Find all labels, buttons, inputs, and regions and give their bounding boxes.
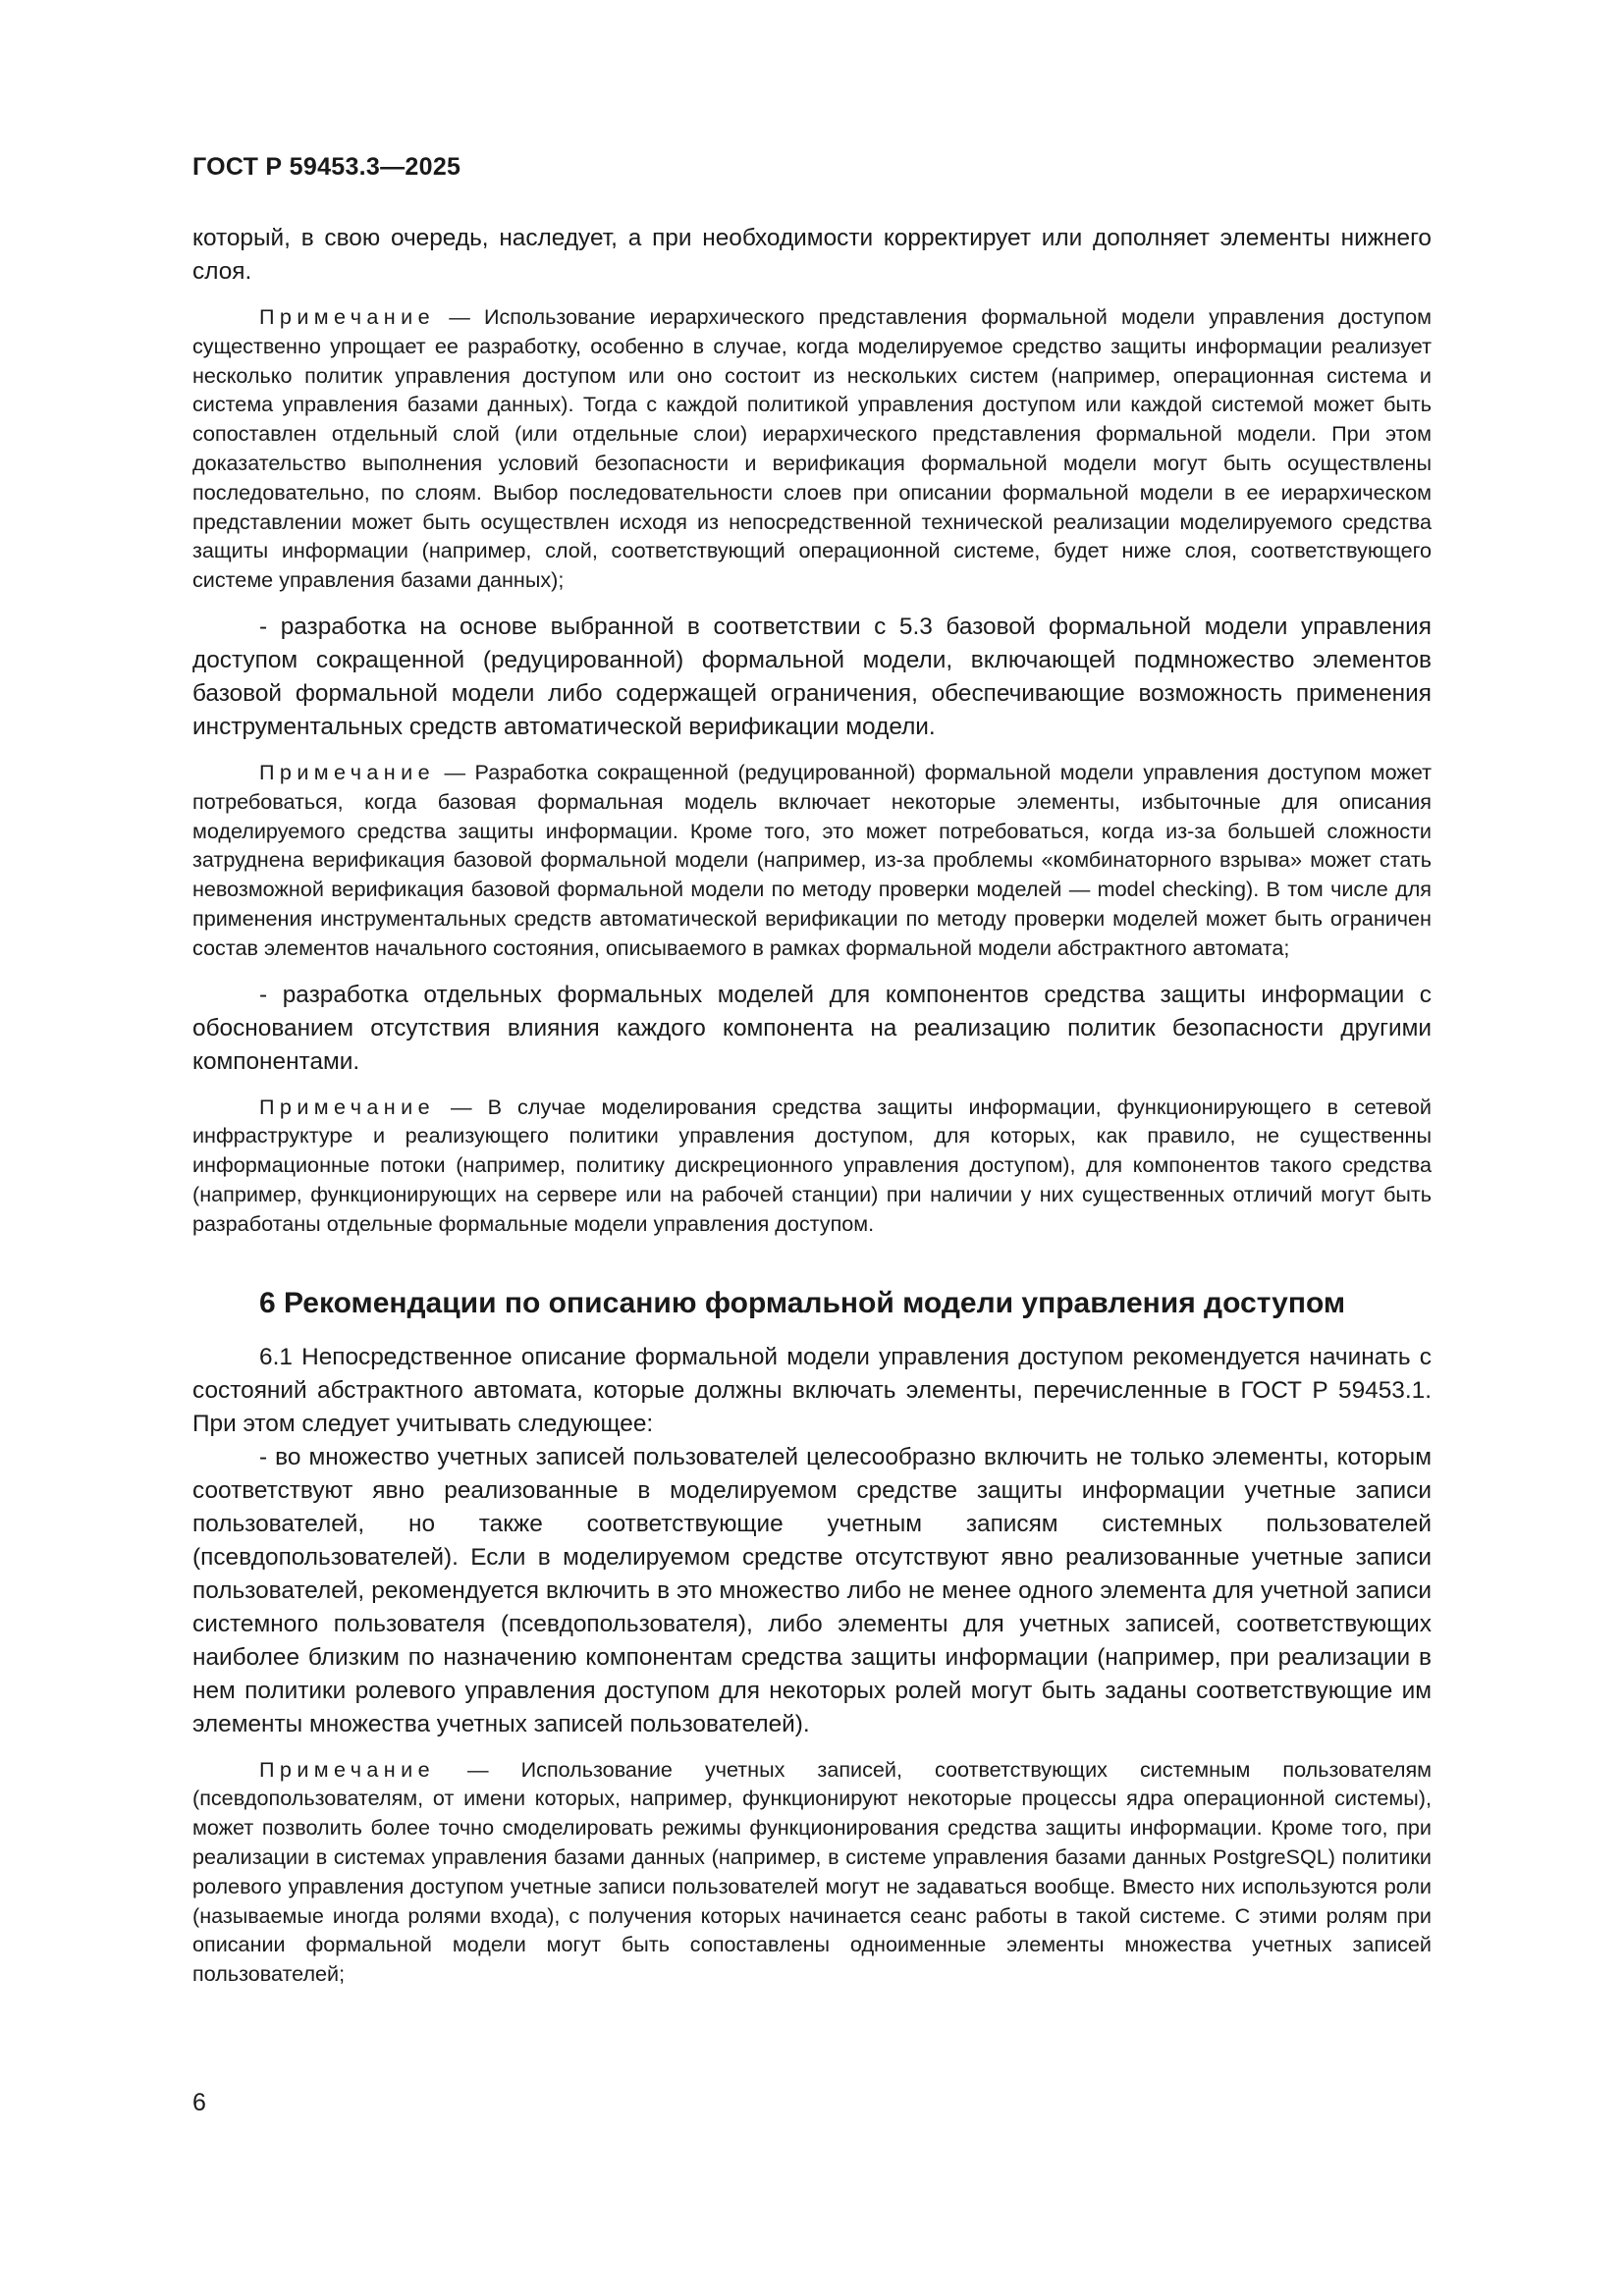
paragraph-continuation: который, в свою очередь, наследует, а при необходимости корректирует или дополняет элементы нижнего слоя.: [192, 225, 1432, 285]
note-system-users: [192, 1755, 1432, 1989]
note-label: Примечание: [259, 1094, 435, 1119]
note-hierarchical: [192, 302, 1432, 595]
note-reduced-model: [192, 758, 1432, 963]
document-body: [192, 222, 1432, 2004]
note-text: — Разработка сокращенной (редуцированной) формальной модели управления доступом может потребоваться, когда базовая формальная модель включает некоторые элементы, избыточные для описания моделируемого средства защиты информации. Кроме того, это может потребоваться, когда из-за большей сложности затруднена верификация базовой формальной модели (например, из-за проблемы «комбинаторного взрыва» может стать невозможной верификация базовой формальной модели по методу проверки моделей — model checking). В том числе для применения инструментальных средств автоматической верификации по методу проверки моделей может быть ограничен состав элементов начального состояния, описываемого в рамках формальной модели абстрактного автомата;: [192, 759, 1432, 960]
note-text: — Использование учетных записей, соответствующих системным пользователям (псевдопользователям, от имени которых, например, функционируют некоторые процессы ядра операционной системы), может позволить более точно смоделировать режимы функционирования средства защиты информации. Кроме того, при реализации в системах управления базами данных (например, в системе управления базами данных PostgreSQL) политики ролевого управления доступом учетные записи пользователей могут не задаваться вообще. Вместо них используются роли (называемые иногда ролями входа), с получения которых начинается сеанс работы в такой системе. С этими ролям при описании формальной модели могут быть сопоставлены одноименные элементы множества учетных записей пользователей;: [192, 1756, 1432, 1987]
paragraph-6-1: 6.1 Непосредственное описание формальной модели управления доступом рекомендуется начинать с состояний абстрактного автомата, которые должны включать элементы, перечисленные в ГОСТ Р 59453.1. При этом следует учитывать следующее:: [192, 1343, 1432, 1437]
note-label: Примечание: [259, 304, 435, 329]
list-item-component-models: - разработка отдельных формальных моделей для компонентов средства защиты информации с обоснованием отсутствия влияния каждого компонента на реализацию политик безопасности другими компонентами.: [192, 981, 1432, 1075]
page-number: 6: [192, 2089, 206, 2116]
note-text: — В случае моделирования средства защиты информации, функционирующего в сетевой инфраструктуре и реализующего политики управления доступом, для которых, как правило, не существенны информационные потоки (например, политику дискреционного управления доступом), для компонентов такого средства (например, функционирующих на сервере или на рабочей станции) при наличии у них существенных отличий могут быть разработаны отдельные формальные модели управления доступом.: [192, 1094, 1432, 1236]
note-text: — Использование иерархического представления формальной модели управления доступом существенно упрощает ее разработку, особенно в случае, когда моделируемое средство защиты информации реализует несколько политик управления доступом или оно состоит из нескольких систем (например, операционная система и система управления базами данных). Тогда с каждой политикой управления доступом или каждой системой может быть сопоставлен отдельный слой (или отдельные слои) иерархического представления формальной модели. При этом доказательство выполнения условий безопасности и верификация формальной модели могут быть осуществлены последовательно, по слоям. Выбор последовательности слоев при описании формальной модели в ее иерархическом представлении может быть осуществлен исходя из непосредственной технической реализации моделируемого средства защиты информации (например, слой, соответствующий операционной системе, будет ниже слоя, соответствующего системе управления базами данных);: [192, 304, 1432, 593]
list-item-user-accounts: - во множество учетных записей пользователей целесообразно включить не только элементы, которым соответствуют явно реализованные в моделируемом средстве защиты информации учетные записи пользователей, но также соответствующие учетным записям системных пользователей (псевдопользователей). Если в моделируемом средстве отсутствуют явно реализованные учетные записи пользователей, рекомендуется включить в это множество либо не менее одного элемента для учетной записи системного пользователя (псевдопользователя), либо элементы для учетных записей, соответствующих наиболее близким по назначению компонентам средства защиты информации (например, при реализации в нем политики ролевого управления доступом для некоторых ролей могут быть заданы соответствующие им элементы множества учетных записей пользователей).: [192, 1443, 1432, 1737]
note-network-infrastructure: [192, 1093, 1432, 1239]
note-label: Примечание: [259, 1756, 435, 1782]
section-heading: 6 Рекомендации по описанию формальной модели управления доступом: [259, 1286, 1346, 1319]
document-header: ГОСТ Р 59453.3—2025: [192, 153, 461, 181]
note-label: Примечание: [259, 759, 435, 784]
list-item-reduced-model: - разработка на основе выбранной в соответствии с 5.3 базовой формальной модели управления доступом сокращенной (редуцированной) формальной модели, включающей подмножество элементов базовой формальной модели либо содержащей ограничения, обеспечивающие возможность применения инструментальных средств автоматической верификации модели.: [192, 613, 1432, 740]
